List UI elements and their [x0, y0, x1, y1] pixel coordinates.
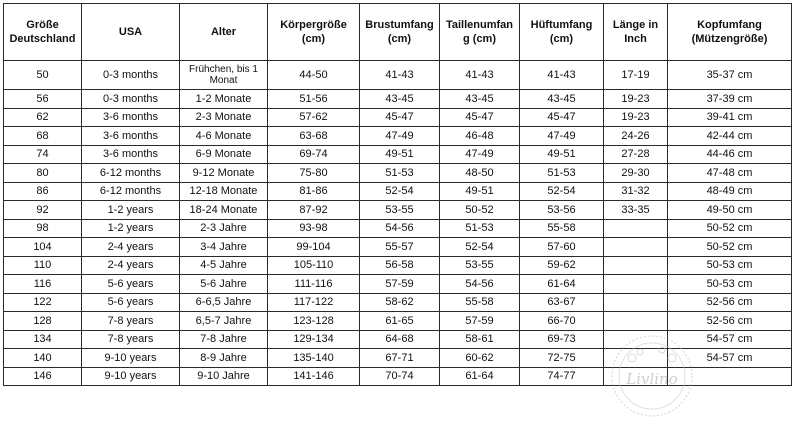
table-row [4, 127, 792, 146]
cell-head: 54-57 cm [668, 330, 792, 349]
cell-hip: 63-67 [520, 293, 604, 312]
cell-usa: 3-6 months [82, 127, 180, 146]
cell-size-de: 116 [4, 275, 82, 294]
table-row [4, 145, 792, 164]
cell-size-de: 104 [4, 238, 82, 257]
cell-hip: 53-56 [520, 201, 604, 220]
cell-age: 6-9 Monate [180, 145, 268, 164]
cell-head: 44-46 cm [668, 145, 792, 164]
cell-age: Frühchen, bis 1 Monat [180, 61, 268, 90]
column-header-line: Inch [624, 33, 647, 45]
cell-length-inch [604, 293, 668, 312]
cell-head: 47-48 cm [668, 164, 792, 183]
cell-hip: 45-47 [520, 108, 604, 127]
cell-waist: 45-47 [440, 108, 520, 127]
table-row [4, 219, 792, 238]
column-header-line: (cm) [387, 33, 412, 45]
cell-hip: 52-54 [520, 182, 604, 201]
cell-head: 49-50 cm [668, 201, 792, 220]
cell-usa: 2-4 years [82, 256, 180, 275]
cell-usa: 9-10 years [82, 367, 180, 386]
cell-head: 50-52 cm [668, 219, 792, 238]
header-row [4, 4, 792, 61]
cell-usa: 6-12 months [82, 164, 180, 183]
cell-length-inch [604, 367, 668, 386]
cell-length-inch [604, 238, 668, 257]
cell-size-de: 134 [4, 330, 82, 349]
column-header-line: Deutschland [9, 33, 76, 45]
cell-size-de: 86 [4, 182, 82, 201]
cell-size-de: 98 [4, 219, 82, 238]
cell-age: 4-5 Jahre [180, 256, 268, 275]
cell-chest: 53-55 [360, 201, 440, 220]
cell-usa: 0-3 months [82, 61, 180, 90]
column-header-age [180, 4, 268, 61]
cell-length-inch [604, 312, 668, 331]
cell-hip: 66-70 [520, 312, 604, 331]
cell-head: 50-53 cm [668, 275, 792, 294]
cell-head: 35-37 cm [668, 61, 792, 90]
column-header-line: Länge in [612, 19, 659, 31]
cell-size-de: 74 [4, 145, 82, 164]
cell-hip: 41-43 [520, 61, 604, 90]
column-header-line: g (cm) [463, 33, 496, 45]
cell-chest: 43-45 [360, 90, 440, 109]
cell-chest: 70-74 [360, 367, 440, 386]
cell-age: 2-3 Monate [180, 108, 268, 127]
cell-length-inch: 19-23 [604, 90, 668, 109]
cell-length-inch: 27-28 [604, 145, 668, 164]
cell-waist: 49-51 [440, 182, 520, 201]
cell-height: 81-86 [268, 182, 360, 201]
cell-length-inch: 31-32 [604, 182, 668, 201]
cell-waist: 52-54 [440, 238, 520, 257]
cell-usa: 1-2 years [82, 219, 180, 238]
column-header-usa [82, 4, 180, 61]
cell-waist: 54-56 [440, 275, 520, 294]
cell-chest: 49-51 [360, 145, 440, 164]
cell-chest: 58-62 [360, 293, 440, 312]
cell-waist: 61-64 [440, 367, 520, 386]
table-row [4, 201, 792, 220]
cell-height: 69-74 [268, 145, 360, 164]
cell-length-inch: 29-30 [604, 164, 668, 183]
cell-waist: 41-43 [440, 61, 520, 90]
cell-size-de: 56 [4, 90, 82, 109]
cell-head: 50-53 cm [668, 256, 792, 275]
cell-size-de: 92 [4, 201, 82, 220]
cell-head: 42-44 cm [668, 127, 792, 146]
cell-age: 7-8 Jahre [180, 330, 268, 349]
cell-head: 39-41 cm [668, 108, 792, 127]
cell-age: 6,5-7 Jahre [180, 312, 268, 331]
cell-waist: 50-52 [440, 201, 520, 220]
column-header-line: Körpergröße [280, 19, 347, 31]
table-row [4, 61, 792, 90]
cell-height: 117-122 [268, 293, 360, 312]
cell-usa: 2-4 years [82, 238, 180, 257]
cell-hip: 47-49 [520, 127, 604, 146]
cell-size-de: 110 [4, 256, 82, 275]
cell-hip: 72-75 [520, 349, 604, 368]
column-header-head [668, 4, 792, 61]
column-header-line: Größe [26, 19, 59, 31]
cell-chest: 64-68 [360, 330, 440, 349]
cell-height: 51-56 [268, 90, 360, 109]
table-row [4, 275, 792, 294]
column-header-line: USA [118, 26, 143, 38]
column-header-line: Brustumfang [365, 19, 434, 31]
table-row [4, 293, 792, 312]
column-header-line: Alter [210, 26, 237, 38]
column-header-size-de [4, 4, 82, 61]
cell-length-inch [604, 275, 668, 294]
cell-size-de: 140 [4, 349, 82, 368]
cell-age: 3-4 Jahre [180, 238, 268, 257]
cell-waist: 60-62 [440, 349, 520, 368]
cell-waist: 48-50 [440, 164, 520, 183]
cell-length-inch: 17-19 [604, 61, 668, 90]
cell-height: 99-104 [268, 238, 360, 257]
cell-hip: 55-58 [520, 219, 604, 238]
cell-waist: 43-45 [440, 90, 520, 109]
table-row [4, 367, 792, 386]
cell-size-de: 68 [4, 127, 82, 146]
cell-hip: 74-77 [520, 367, 604, 386]
cell-hip: 57-60 [520, 238, 604, 257]
column-header-line: Taillenumfan [445, 19, 514, 31]
cell-size-de: 62 [4, 108, 82, 127]
cell-height: 44-50 [268, 61, 360, 90]
cell-chest: 56-58 [360, 256, 440, 275]
cell-usa: 1-2 years [82, 201, 180, 220]
cell-usa: 7-8 years [82, 312, 180, 331]
column-header-length-inch [604, 4, 668, 61]
cell-head: 50-52 cm [668, 238, 792, 257]
cell-waist: 51-53 [440, 219, 520, 238]
size-chart-table [3, 3, 792, 386]
cell-chest: 51-53 [360, 164, 440, 183]
cell-head: 54-57 cm [668, 349, 792, 368]
column-header-line: Kopfumfang [697, 19, 762, 31]
cell-usa: 0-3 months [82, 90, 180, 109]
cell-length-inch: 19-23 [604, 108, 668, 127]
cell-chest: 41-43 [360, 61, 440, 90]
table-row [4, 90, 792, 109]
table-row [4, 349, 792, 368]
column-header-line: (cm) [549, 33, 574, 45]
cell-head: 48-49 cm [668, 182, 792, 201]
cell-length-inch [604, 256, 668, 275]
cell-usa: 7-8 years [82, 330, 180, 349]
cell-usa: 3-6 months [82, 145, 180, 164]
cell-chest: 45-47 [360, 108, 440, 127]
table-row [4, 108, 792, 127]
cell-height: 105-110 [268, 256, 360, 275]
cell-length-inch: 24-26 [604, 127, 668, 146]
cell-chest: 67-71 [360, 349, 440, 368]
cell-hip: 43-45 [520, 90, 604, 109]
cell-height: 87-92 [268, 201, 360, 220]
cell-age: 12-18 Monate [180, 182, 268, 201]
column-header-line: (cm) [301, 33, 326, 45]
cell-age: 18-24 Monate [180, 201, 268, 220]
cell-usa: 5-6 years [82, 293, 180, 312]
cell-waist: 58-61 [440, 330, 520, 349]
cell-size-de: 128 [4, 312, 82, 331]
cell-head [668, 367, 792, 386]
cell-waist: 57-59 [440, 312, 520, 331]
cell-head: 37-39 cm [668, 90, 792, 109]
table-row [4, 330, 792, 349]
cell-height: 123-128 [268, 312, 360, 331]
cell-hip: 59-62 [520, 256, 604, 275]
cell-height: 93-98 [268, 219, 360, 238]
cell-waist: 53-55 [440, 256, 520, 275]
cell-head: 52-56 cm [668, 312, 792, 331]
cell-length-inch [604, 330, 668, 349]
cell-age: 2-3 Jahre [180, 219, 268, 238]
cell-waist: 47-49 [440, 145, 520, 164]
cell-height: 141-146 [268, 367, 360, 386]
cell-age: 4-6 Monate [180, 127, 268, 146]
cell-chest: 61-65 [360, 312, 440, 331]
cell-length-inch [604, 349, 668, 368]
table-row [4, 164, 792, 183]
cell-usa: 5-6 years [82, 275, 180, 294]
cell-size-de: 50 [4, 61, 82, 90]
cell-age: 9-12 Monate [180, 164, 268, 183]
cell-waist: 55-58 [440, 293, 520, 312]
cell-head: 52-56 cm [668, 293, 792, 312]
cell-chest: 52-54 [360, 182, 440, 201]
cell-age: 5-6 Jahre [180, 275, 268, 294]
column-header-line: (Mützengröße) [691, 33, 768, 45]
cell-length-inch [604, 219, 668, 238]
column-header-waist [440, 4, 520, 61]
cell-usa: 9-10 years [82, 349, 180, 368]
cell-length-inch: 33-35 [604, 201, 668, 220]
cell-height: 57-62 [268, 108, 360, 127]
cell-hip: 69-73 [520, 330, 604, 349]
cell-height: 75-80 [268, 164, 360, 183]
table-row [4, 182, 792, 201]
cell-usa: 3-6 months [82, 108, 180, 127]
cell-size-de: 80 [4, 164, 82, 183]
cell-hip: 61-64 [520, 275, 604, 294]
cell-size-de: 146 [4, 367, 82, 386]
table-body [4, 61, 792, 386]
column-header-hip [520, 4, 604, 61]
cell-hip: 49-51 [520, 145, 604, 164]
cell-chest: 57-59 [360, 275, 440, 294]
column-header-line: Hüftumfang [530, 19, 593, 31]
table-row [4, 238, 792, 257]
cell-age: 6-6,5 Jahre [180, 293, 268, 312]
cell-size-de: 122 [4, 293, 82, 312]
cell-waist: 46-48 [440, 127, 520, 146]
cell-height: 63-68 [268, 127, 360, 146]
table-row [4, 312, 792, 331]
cell-height: 135-140 [268, 349, 360, 368]
column-header-height [268, 4, 360, 61]
cell-height: 111-116 [268, 275, 360, 294]
cell-chest: 55-57 [360, 238, 440, 257]
cell-hip: 51-53 [520, 164, 604, 183]
cell-chest: 47-49 [360, 127, 440, 146]
cell-height: 129-134 [268, 330, 360, 349]
cell-age: 1-2 Monate [180, 90, 268, 109]
cell-usa: 6-12 months [82, 182, 180, 201]
cell-age: 8-9 Jahre [180, 349, 268, 368]
column-header-chest [360, 4, 440, 61]
watermark-text: Livlino [626, 370, 678, 388]
cell-chest: 54-56 [360, 219, 440, 238]
cell-age: 9-10 Jahre [180, 367, 268, 386]
table-row [4, 256, 792, 275]
